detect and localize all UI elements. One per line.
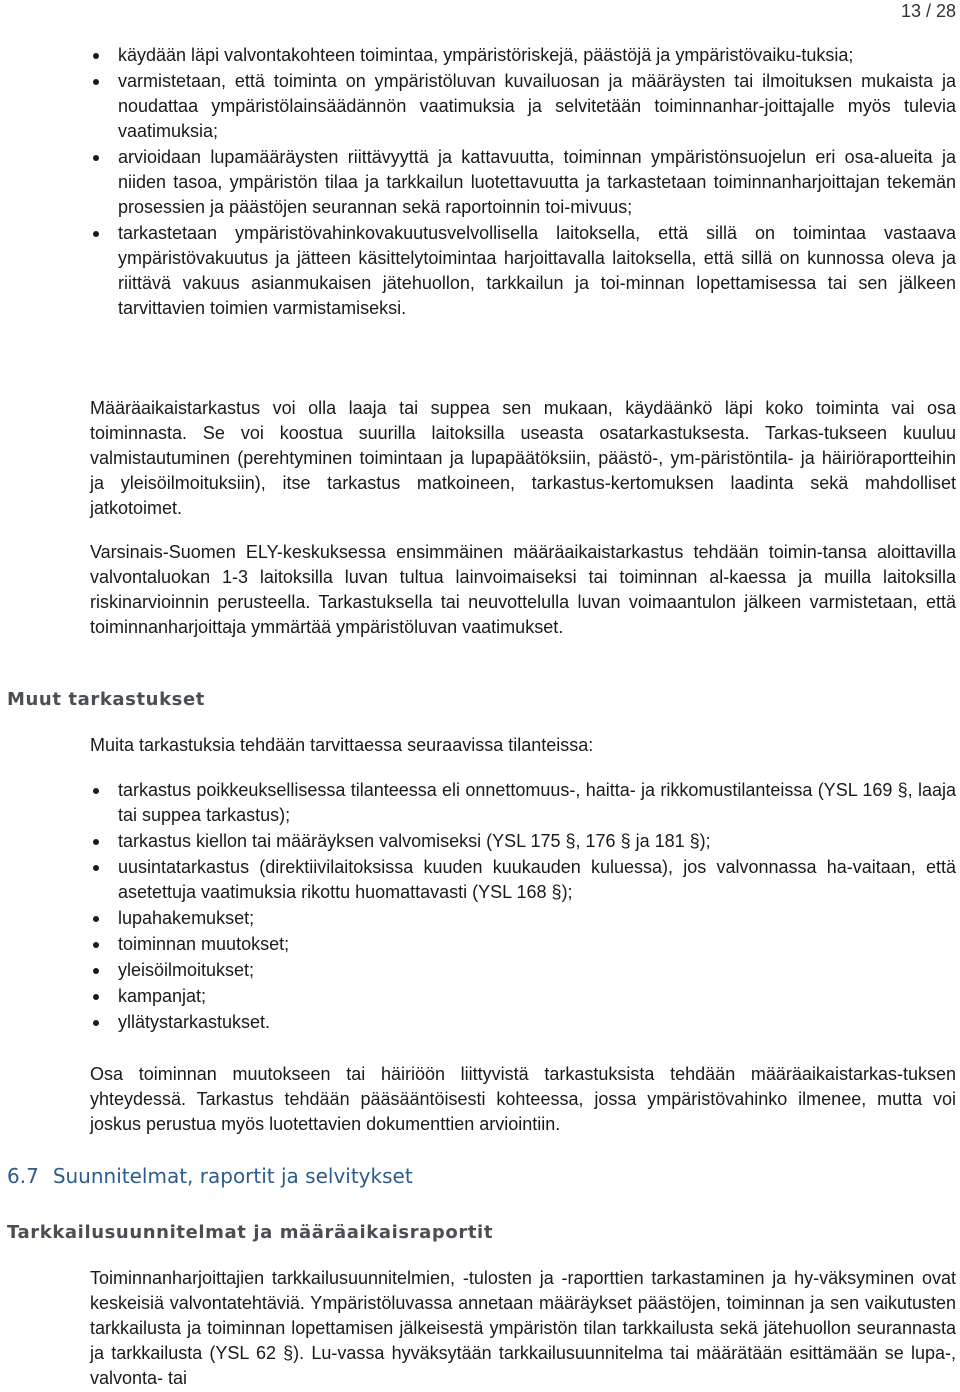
list-item-text: yleisöilmoitukset;	[118, 960, 255, 980]
list-item-text: uusintatarkastus (direktiivilaitoksissa kuuden kuukauden kuluessa), jos valvonnassa ha-vaitaan, että asetettuja vaatimuksia rikottu huomattavasti (YSL 168 §);	[118, 857, 956, 902]
list-item	[90, 984, 956, 1009]
page-number: 13 / 28	[900, 1, 956, 21]
list-item-text: käydään läpi valvontakohteen toimintaa, ympäristöriskejä, päästöjä ja ympäristövaiku-tuksia;	[118, 45, 854, 65]
list-item	[90, 906, 956, 931]
bullet-icon	[93, 839, 99, 845]
bullet-icon	[93, 231, 99, 237]
paragraph-muita-tarkastuksia: Muita tarkastuksia tehdään tarvittaessa seuraavissa tilanteissa:	[90, 735, 594, 755]
paragraph-varsinais-suomi: Varsinais-Suomen ELY-keskuksessa ensimmäinen määräaikaistarkastus tehdään toimin-tansa aloittavilla valvontaluokan 1-3 laitoksilla luvan tultua lainvoimaiseksi tai toiminnan al-kaessa ja muilla laitoksilla riskinarvioinnin perusteella. Tarkastuksella tai neuvottelulla luvan voimaantulon jälkeen varmistetaan, että toiminnanharjoittaja ymmärtää ympäristöluvan vaatimukset.	[90, 542, 956, 637]
bullet-icon	[93, 968, 99, 974]
paragraph-maaraaikaistarkastus: Määräaikaistarkastus voi olla laaja tai suppea sen mukaan, käydäänkö läpi koko toiminta vai osa toiminnasta. Se voi koostua suurilla laitoksilla useasta osatarkastuksesta. Tarkas-tukseen kuuluu valmistautuminen (perehtyminen toimintaan ja lupapäätöksiin, päästö-, ym-päristöntila- ja häiriöraportteihin ja yleisöilmoituksiin), itse tarkastus matkoineen, tarkastus-kertomuksen laadinta sekä mahdolliset jatkotoimet.	[90, 398, 956, 518]
heading-muut-tarkastukset: Muut tarkastukset	[7, 689, 205, 710]
bullet-icon	[93, 79, 99, 85]
list-item	[90, 778, 956, 828]
other-inspections-list	[90, 778, 956, 1036]
list-item	[90, 829, 956, 854]
section-title: Suunnitelmat, raportit ja selvitykset	[52, 1164, 413, 1188]
heading-tarkkailusuunnitelmat: Tarkkailusuunnitelmat ja määräaikaisraportit	[7, 1222, 494, 1243]
bullet-icon	[93, 788, 99, 794]
section-heading	[7, 1162, 413, 1190]
paragraph-toiminnanharjoittajien: Toiminnanharjoittajien tarkkailusuunnitelmien, -tulosten ja -raporttien tarkastaminen ja hy-väksyminen ovat keskeisiä valvontatehtäviä. Ympäristöluvassa annetaan määräykset päästöjen, toiminnan ja sen vaikutusten tarkkailusta ja toiminnan lopettamisen jälkeisestä ympäristön tilan tarkkailusta sekä jätehuollon seurannasta ja tarkkailusta (YSL 62 §). Lu-vassa hyväksytään tarkkailusuunnitelma tai määrätään esittämään se lupa-, valvonta- tai	[90, 1268, 956, 1388]
list-item-text: tarkastus poikkeuksellisessa tilanteessa eli onnettomuus-, haitta- ja rikkomustilanteissa (YSL 169 §, laaja tai suppea tarkastus);	[118, 780, 956, 825]
list-item	[90, 221, 956, 321]
list-item	[90, 69, 956, 144]
section-number: 6.7	[7, 1164, 39, 1188]
bullet-icon	[93, 1020, 99, 1026]
list-item-text: lupahakemukset;	[118, 908, 255, 928]
list-item-text: tarkastetaan ympäristövahinkovakuutusvelvollisella laitoksella, että sillä on toimintaa vastaava ympäristövakuutus ja jätteen käsittelytoimintaa harjoittavalla laitoksella, että sillä on kunnossa oleva ja riittävä vakuus asianmukaisen jätehuollon, tarkkailun ja toi-minnan lopettamisessa tai sen jälkeen tarvittavien toimien varmistamiseksi.	[118, 223, 956, 318]
bullet-icon	[93, 942, 99, 948]
list-item	[90, 1010, 956, 1035]
list-item-text: arvioidaan lupamääräysten riittävyyttä ja kattavuutta, toiminnan ympäristönsuojelun eri osa-alueita ja niiden tasoa, ympäristön tilaa ja tarkkailun luotettavuutta ja tarkastetaan toiminnanharjoittajan tekemän prosessien ja päästöjen seurannan sekä raportoinnin toi-mivuus;	[118, 147, 956, 217]
list-item-text: varmistetaan, että toiminta on ympäristöluvan kuvailuosan ja määräysten tai ilmoituksen mukaista ja noudattaa ympäristölainsäädännön vaatimuksia ja selvitetään toiminnanhar-joittajalle myös tulevia vaatimuksia;	[118, 71, 956, 141]
list-item-text: yllätystarkastukset.	[118, 1012, 271, 1032]
list-item	[90, 855, 956, 905]
list-item	[90, 932, 956, 957]
bullet-icon	[93, 155, 99, 161]
list-item-text: tarkastus kiellon tai määräyksen valvomiseksi (YSL 175 §, 176 § ja 181 §);	[118, 831, 711, 851]
list-item-text: toiminnan muutokset;	[118, 934, 290, 954]
bullet-icon	[93, 53, 99, 59]
bullet-icon	[93, 916, 99, 922]
bullet-icon	[93, 994, 99, 1000]
list-item	[90, 958, 956, 983]
list-item	[90, 43, 956, 68]
list-item-text: kampanjat;	[118, 986, 207, 1006]
top-bullet-list	[90, 43, 956, 322]
bullet-icon	[93, 865, 99, 871]
list-item	[90, 145, 956, 220]
paragraph-osa-toiminnan: Osa toiminnan muutokseen tai häiriöön liittyvistä tarkastuksista tehdään määräaikaistarkas-tuksen yhteydessä. Tarkastus tehdään pääsääntöisesti kohteessa, jossa ympäristövahinko ilmenee, mutta voi joskus perustua myös luotettavien dokumenttien arviointiin.	[90, 1064, 956, 1134]
